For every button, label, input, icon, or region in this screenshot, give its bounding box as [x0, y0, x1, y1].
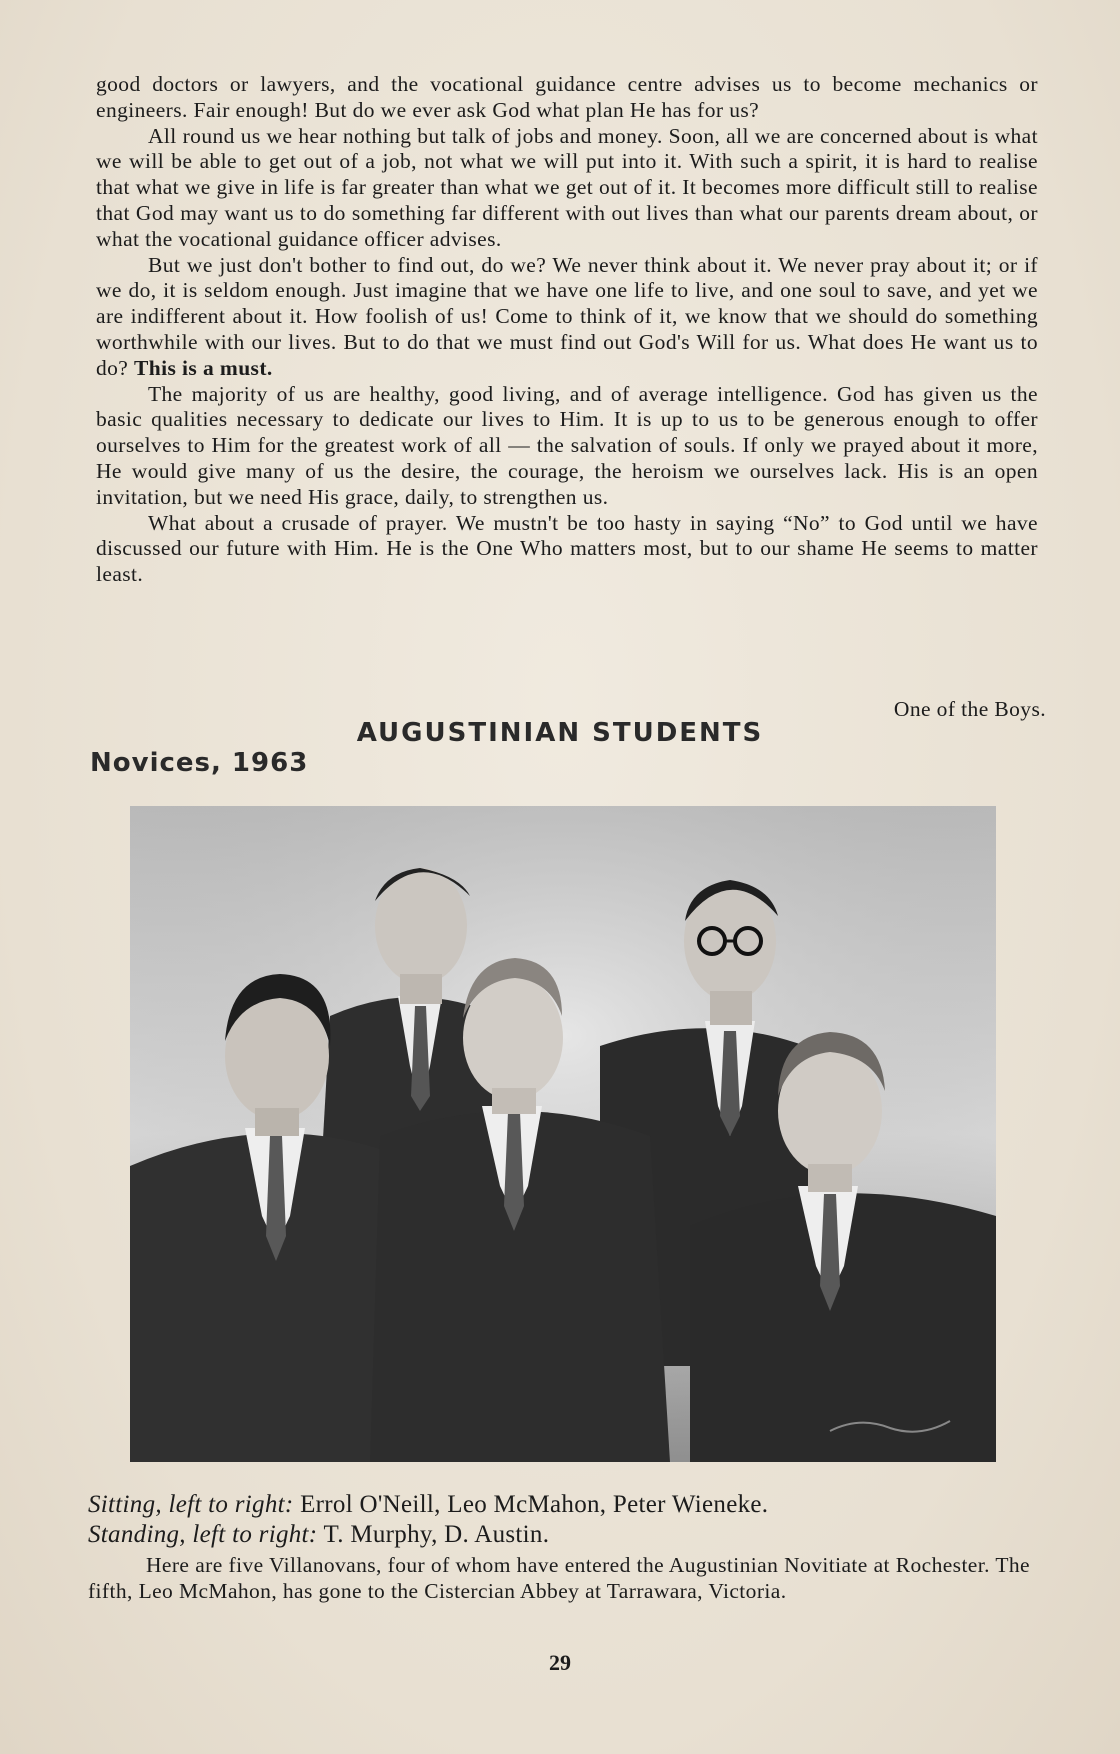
caption-note	[88, 1553, 1030, 1604]
photo-caption	[88, 1490, 1030, 1550]
emphasis-text: This is a must.	[134, 355, 273, 380]
caption-note-text: Here are five Villanovans, four of whom have entered the Augustinian Novitiate at Rochester. The fifth, Leo McMahon, has gone to the Cistercian Abbey at Tarrawara, Victoria.	[88, 1553, 1030, 1603]
article-paragraph: good doctors or lawyers, and the vocational guidance centre advises us to become mechanics or engineers. Fair enough! But do we ever ask God what plan He has for us?	[96, 72, 1038, 122]
caption-line-standing	[88, 1520, 1030, 1550]
article-paragraph	[96, 253, 1038, 382]
article-paragraph: What about a crusade of prayer. We mustn't be too hasty in saying “No” to God until we have discussed our future with Him. He is the One Who matters most, but to our shame He seems to matter least.	[96, 510, 1038, 587]
section-subheading: Novices, 1963	[90, 748, 309, 778]
article-paragraph: The majority of us are healthy, good living, and of average intelligence. God has given us the basic qualities necessary to dedicate our lives to Him. It is up to us to be generous enough to offer ourselves to Him for the greatest work of all — the salvation of souls. If only we prayed about it more, He would give many of us the desire, the courage, the heroism we ourselves lack. His is an open invitation, but we need His grace, daily, to strengthen us.	[96, 381, 1038, 509]
article-paragraph: All round us we hear nothing but talk of jobs and money. Soon, all we are concerned about is what we will be able to get out of a job, not what we will put into it. With such a spirit, it is hard to realise that what we give in life is far greater than what we get out of it. It becomes more difficult still to realise that God may want us to do something far different with out lives than what our parents dream about, or what the vocational guidance officer advises.	[96, 123, 1038, 251]
caption-label: Standing, left to right:	[88, 1521, 318, 1548]
article-body	[96, 72, 1038, 588]
page-number: 29	[549, 1650, 571, 1675]
group-photo	[130, 806, 996, 1462]
caption-label: Sitting, left to right:	[88, 1491, 294, 1518]
author-signature: One of the Boys.	[893, 697, 1046, 721]
article-paragraph-text: But we just don't bother to find out, do we? We never think about it. We never pray about it; or if we do, it is seldom enough. Just imagine that we have one life to live, and one soul to save, and yet we are indifferent about it. How foolish of us! Come to think of it, we know that we should do something worthwhile with our lives. But to do that we must find out God's Will for us. What does He want us to do?	[96, 252, 1038, 380]
group-photo-drawing	[130, 806, 996, 1462]
caption-line-sitting	[88, 1490, 1030, 1520]
section-heading: AUGUSTINIAN STUDENTS	[356, 718, 764, 748]
caption-names: T. Murphy, D. Austin.	[323, 1521, 550, 1548]
caption-names: Errol O'Neill, Leo McMahon, Peter Wieneke.	[300, 1491, 769, 1518]
